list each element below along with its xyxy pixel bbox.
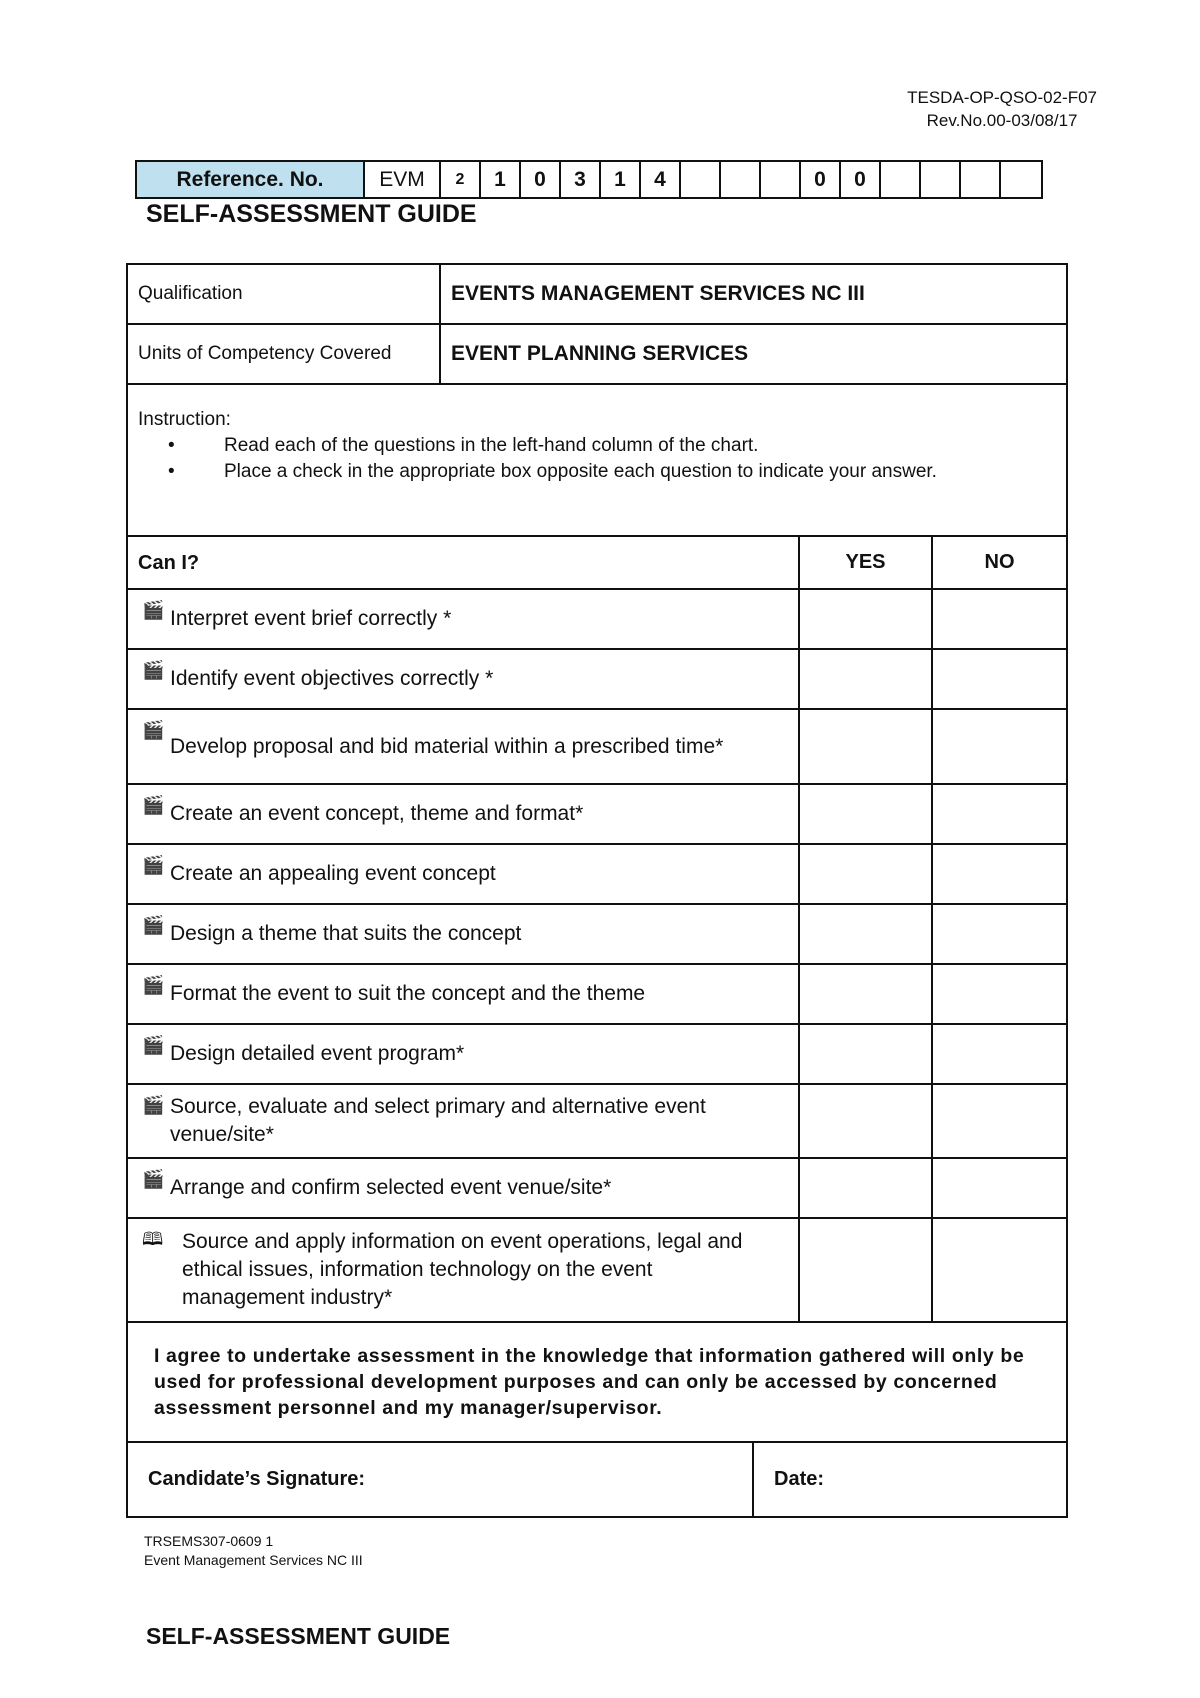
clapperboard-icon: 🎬 xyxy=(142,795,165,815)
clapperboard-icon: 🎬 xyxy=(142,660,165,680)
form-code: TESDA-OP-QSO-02-F07 xyxy=(907,88,1097,107)
qualification-label: Qualification xyxy=(128,265,441,323)
reference-cell xyxy=(681,162,721,197)
question-text: Design detailed event program* xyxy=(170,1042,465,1065)
reference-cell xyxy=(961,162,1001,197)
yes-checkbox[interactable] xyxy=(800,785,933,843)
reference-cell: 0 xyxy=(801,162,841,197)
reference-cell xyxy=(881,162,921,197)
agreement-statement: I agree to undertake assessment in the knowledge that information gathered will only be used for professional development purposes and can only be accessed by concerned assessment personnel and my manager/supervisor. xyxy=(128,1323,1066,1443)
yes-checkbox[interactable] xyxy=(800,650,933,708)
open-book-icon: 🕮 xyxy=(142,1229,164,1249)
reference-cell: 1 xyxy=(601,162,641,197)
reference-cell: 4 xyxy=(641,162,681,197)
qualification-row xyxy=(128,265,1066,325)
revision-number: Rev.No.00-03/08/17 xyxy=(926,111,1078,130)
question-text: Source, evaluate and select primary and alternative event venue/site* xyxy=(170,1095,706,1146)
reference-cell: 3 xyxy=(561,162,601,197)
question-row xyxy=(128,845,1066,905)
instruction-title: Instruction: xyxy=(138,409,231,430)
instruction-list xyxy=(138,433,1056,485)
reference-cell: 0 xyxy=(841,162,881,197)
reference-cell: 0 xyxy=(521,162,561,197)
question-row xyxy=(128,590,1066,650)
question-row xyxy=(128,1219,1066,1323)
clapperboard-icon: 🎬 xyxy=(142,1169,165,1189)
reference-cell: 2 xyxy=(441,162,481,197)
reference-cell xyxy=(921,162,961,197)
question-row xyxy=(128,785,1066,845)
question-text: Develop proposal and bid material within a prescribed time* xyxy=(170,734,724,758)
reference-cell xyxy=(761,162,801,197)
clapperboard-icon: 🎬 xyxy=(142,975,165,995)
footer-code: TRSEMS307-0609 1 xyxy=(144,1533,274,1549)
assessment-form xyxy=(126,263,1068,1518)
footer xyxy=(144,1532,363,1570)
reference-number-strip xyxy=(135,160,1043,199)
signature-label[interactable]: Candidate’s Signature: xyxy=(128,1443,754,1516)
no-checkbox[interactable] xyxy=(933,1159,1066,1217)
no-checkbox[interactable] xyxy=(933,785,1066,843)
yes-checkbox[interactable] xyxy=(800,710,933,783)
question-row xyxy=(128,710,1066,785)
no-checkbox[interactable] xyxy=(933,590,1066,648)
clapperboard-icon: 🎬 xyxy=(142,720,165,740)
document-code xyxy=(907,86,1097,132)
footer-qualification: Event Management Services NC III xyxy=(144,1552,363,1568)
units-row xyxy=(128,325,1066,385)
instruction-item: • Read each of the questions in the left-hand column of the chart. xyxy=(138,433,1056,459)
yes-checkbox[interactable] xyxy=(800,1159,933,1217)
instruction-block xyxy=(128,385,1066,537)
column-header-no: NO xyxy=(984,551,1015,573)
yes-checkbox[interactable] xyxy=(800,1219,933,1321)
no-checkbox[interactable] xyxy=(933,650,1066,708)
question-text: Design a theme that suits the concept xyxy=(170,922,522,945)
units-label: Units of Competency Covered xyxy=(128,325,441,383)
question-text: Create an appealing event concept xyxy=(170,862,496,885)
question-row xyxy=(128,965,1066,1025)
no-checkbox[interactable] xyxy=(933,710,1066,783)
yes-checkbox[interactable] xyxy=(800,590,933,648)
question-text: Create an event concept, theme and format* xyxy=(170,802,584,825)
qualification-value: EVENTS MANAGEMENT SERVICES NC III xyxy=(451,282,865,305)
yes-checkbox[interactable] xyxy=(800,965,933,1023)
next-page-title: SELF-ASSESSMENT GUIDE xyxy=(146,1623,451,1649)
question-row xyxy=(128,1159,1066,1219)
clapperboard-icon: 🎬 xyxy=(142,855,165,875)
yes-checkbox[interactable] xyxy=(800,1085,933,1157)
signature-row xyxy=(128,1443,1066,1516)
question-text: Identify event objectives correctly * xyxy=(170,667,494,690)
bullet-icon: • xyxy=(168,461,175,482)
question-row xyxy=(128,1025,1066,1085)
question-header-row xyxy=(128,537,1066,590)
no-checkbox[interactable] xyxy=(933,905,1066,963)
reference-cell: 1 xyxy=(481,162,521,197)
page-title: SELF-ASSESSMENT GUIDE xyxy=(146,200,477,228)
question-row xyxy=(128,1085,1066,1159)
question-row xyxy=(128,905,1066,965)
reference-label: Reference. No. xyxy=(137,162,365,197)
yes-checkbox[interactable] xyxy=(800,905,933,963)
clapperboard-icon: 🎬 xyxy=(142,915,165,935)
yes-checkbox[interactable] xyxy=(800,1025,933,1083)
reference-cell xyxy=(721,162,761,197)
no-checkbox[interactable] xyxy=(933,845,1066,903)
question-row xyxy=(128,650,1066,710)
question-text: Source and apply information on event operations, legal and ethical issues, information technology on the event management industry* xyxy=(182,1230,743,1309)
clapperboard-icon: 🎬 xyxy=(142,1095,165,1115)
no-checkbox[interactable] xyxy=(933,1085,1066,1157)
column-header-question: Can I? xyxy=(128,537,800,588)
instruction-item: • Place a check in the appropriate box opposite each question to indicate your answer. xyxy=(138,459,1056,485)
units-value: EVENT PLANNING SERVICES xyxy=(451,342,749,365)
question-text: Format the event to suit the concept and the theme xyxy=(170,982,646,1005)
no-checkbox[interactable] xyxy=(933,1219,1066,1321)
bullet-icon: • xyxy=(168,435,175,456)
date-label[interactable]: Date: xyxy=(774,1468,825,1490)
clapperboard-icon: 🎬 xyxy=(142,1035,165,1055)
no-checkbox[interactable] xyxy=(933,965,1066,1023)
column-header-yes: YES xyxy=(800,537,933,588)
yes-checkbox[interactable] xyxy=(800,845,933,903)
reference-cell: EVM xyxy=(365,162,441,197)
clapperboard-icon: 🎬 xyxy=(142,600,165,620)
question-text: Arrange and confirm selected event venue/site* xyxy=(170,1176,612,1199)
question-text: Interpret event brief correctly * xyxy=(170,607,452,630)
reference-cell xyxy=(1001,162,1041,197)
no-checkbox[interactable] xyxy=(933,1025,1066,1083)
